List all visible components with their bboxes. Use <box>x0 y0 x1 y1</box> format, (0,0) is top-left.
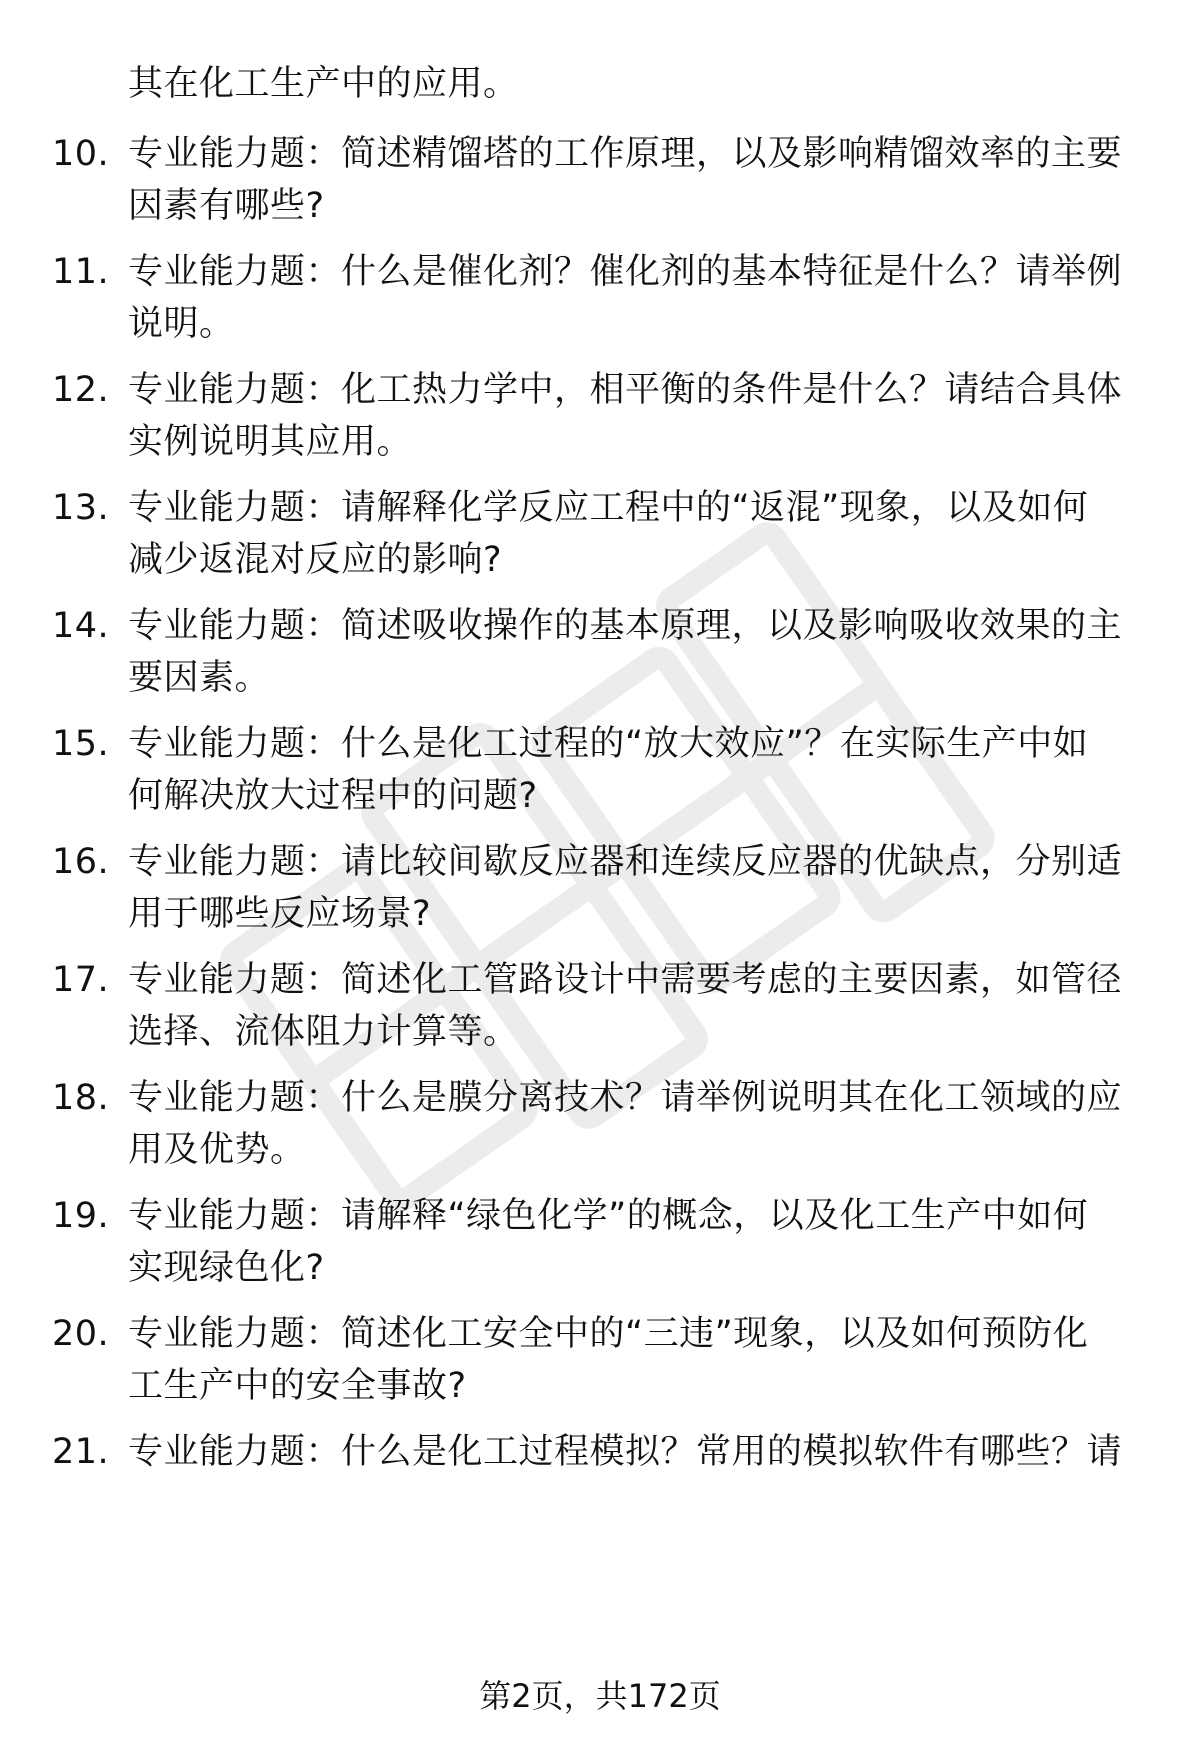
question-line: 说明。 <box>128 304 235 344</box>
question-number: 11. <box>52 252 110 292</box>
question-line: 专业能力题：什么是催化剂？催化剂的基本特征是什么？请举例 <box>128 252 1123 292</box>
question-line: 何解决放大过程中的问题? <box>128 776 538 816</box>
question-line: 专业能力题：简述化工管路设计中需要考虑的主要因素，如管径 <box>128 960 1123 1000</box>
question-line: 用及优势。 <box>128 1130 306 1170</box>
question-number: 10. <box>52 134 110 174</box>
question-number: 18. <box>52 1078 110 1118</box>
question-number: 14. <box>52 606 110 646</box>
question-line: 专业能力题：请解释“绿色化学”的概念，以及化工生产中如何 <box>128 1196 1089 1236</box>
question-line: 专业能力题：化工热力学中，相平衡的条件是什么？请结合具体 <box>128 370 1123 410</box>
question-line: 专业能力题：请解释化学反应工程中的“返混”现象，以及如何 <box>128 488 1089 528</box>
question-number: 12. <box>52 370 110 410</box>
question-number: 21. <box>52 1432 110 1472</box>
question-text <box>128 1190 1148 1294</box>
question-line: 用于哪些反应场景? <box>128 894 432 934</box>
question-line: 选择、流体阻力计算等。 <box>128 1012 519 1052</box>
question-text <box>128 482 1148 586</box>
question-line: 专业能力题：简述精馏塔的工作原理，以及影响精馏效率的主要 <box>128 134 1123 174</box>
question-number: 19. <box>52 1196 110 1236</box>
question-line: 因素有哪些? <box>128 186 325 226</box>
question-number: 15. <box>52 724 110 764</box>
question-text <box>128 1426 1148 1478</box>
question-line: 实现绿色化? <box>128 1248 325 1288</box>
question-text <box>128 954 1148 1058</box>
question-number: 16. <box>52 842 110 882</box>
question-text <box>128 836 1148 940</box>
question-text <box>128 1308 1148 1412</box>
question-number: 17. <box>52 960 110 1000</box>
question-line: 专业能力题：什么是膜分离技术？请举例说明其在化工领域的应 <box>128 1078 1123 1118</box>
page-footer: 第2页，共172页 <box>479 1677 721 1715</box>
question-line: 专业能力题：请比较间歇反应器和连续反应器的优缺点，分别适 <box>128 842 1123 882</box>
question-continuation: 其在化工生产中的应用。 <box>128 64 519 104</box>
question-text <box>128 128 1148 232</box>
question-number: 20. <box>52 1314 110 1354</box>
question-text <box>128 718 1148 822</box>
question-line: 减少返混对反应的影响? <box>128 540 503 580</box>
question-line: 专业能力题：简述吸收操作的基本原理，以及影响吸收效果的主 <box>128 606 1123 646</box>
question-line: 要因素。 <box>128 658 271 698</box>
question-number: 13. <box>52 488 110 528</box>
question-line: 专业能力题：简述化工安全中的“三违”现象，以及如何预防化 <box>128 1314 1089 1354</box>
question-line: 专业能力题：什么是化工过程模拟？常用的模拟软件有哪些？请 <box>128 1432 1123 1472</box>
question-line: 实例说明其应用。 <box>128 422 413 462</box>
question-text <box>128 1072 1148 1176</box>
question-line: 专业能力题：什么是化工过程的“放大效应”？在实际生产中如 <box>128 724 1089 764</box>
question-text <box>128 600 1148 704</box>
question-text <box>128 246 1148 350</box>
question-text <box>128 364 1148 468</box>
question-line: 工生产中的安全事故? <box>128 1366 467 1406</box>
